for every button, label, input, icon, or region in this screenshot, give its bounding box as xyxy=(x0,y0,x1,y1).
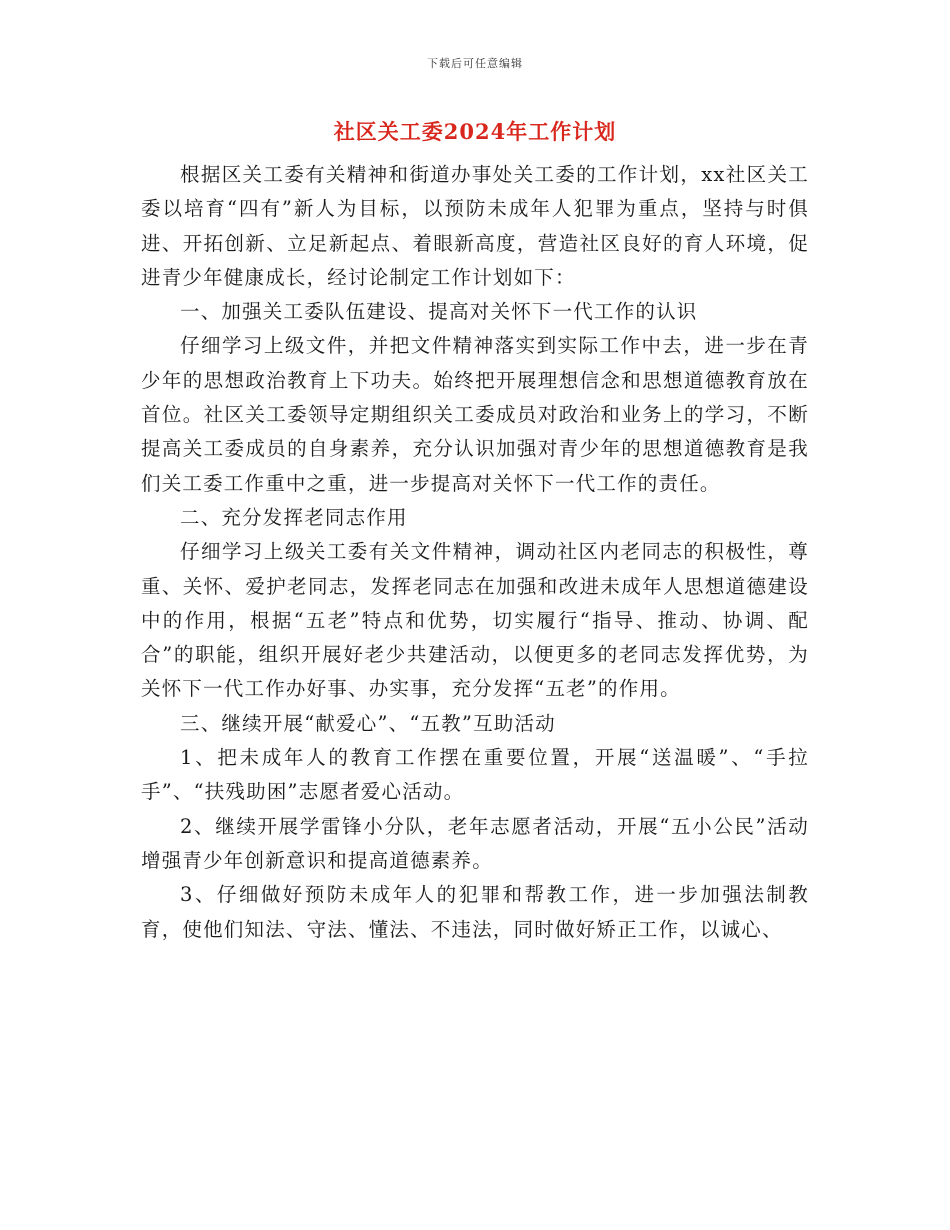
paragraph-intro: 根据区关工委有关精神和街道办事处关工委的工作计划，xx社区关工委以培育“四有”新人为目标，以预防未成年人犯罪为重点，坚持与时俱进、开拓创新、立足新起点、着眼新高度，营造社区良好的育人环境，促进青少年健康成长，经讨论制定工作计划如下： xyxy=(141,163,809,289)
header-note: 下载后可任意编辑 xyxy=(427,57,523,70)
section-heading-1: 一、加强关工委队伍建设、提高对关怀下一代工作的认识 xyxy=(180,300,698,324)
section-heading-2: 二、充分发挥老同志作用 xyxy=(180,505,408,529)
list-item-2: 2、继续开展学雷锋小分队，老年志愿者活动，开展“五小公民”活动增强青少年创新意识和提高道德素养。 xyxy=(141,814,809,872)
section-heading-3: 三、继续开展“献爱心”、“五教”互助活动 xyxy=(180,711,556,735)
paragraph-section-1: 仔细学习上级文件，并把文件精神落实到实际工作中去，进一步在青少年的思想政治教育上下功夫。始终把开展理想信念和思想道德教育放在首位。社区关工委领导定期组织关工委成员对政治和业务上的学习，不断提高关工委成员的自身素养，充分认识加强对青少年的思想道德教育是我们关工委工作重中之重，进一步提高对关怀下一代工作的责任。 xyxy=(141,334,809,495)
list-item-1: 1、把未成年人的教育工作摆在重要位置，开展“送温暖”、“手拉手”、“扶残助困”志愿者爱心活动。 xyxy=(141,746,809,804)
list-item-3: 3、仔细做好预防未成年人的犯罪和帮教工作，进一步加强法制教育，使他们知法、守法、懂法、不违法，同时做好矫正工作，以诚心、 xyxy=(141,883,809,941)
paragraph-section-2: 仔细学习上级关工委有关文件精神，调动社区内老同志的积极性，尊重、关怀、爱护老同志，发挥老同志在加强和改进未成年人思想道德建设中的作用，根据“五老”特点和优势，切实履行“指导、推动、协调、配合”的职能，组织开展好老少共建活动，以便更多的老同志发挥优势，为关怀下一代工作办好事、办实事，充分发挥“五老”的作用。 xyxy=(141,540,809,701)
document-body xyxy=(141,158,809,947)
document-title: 社区关工委2024年工作计划 xyxy=(333,119,617,144)
